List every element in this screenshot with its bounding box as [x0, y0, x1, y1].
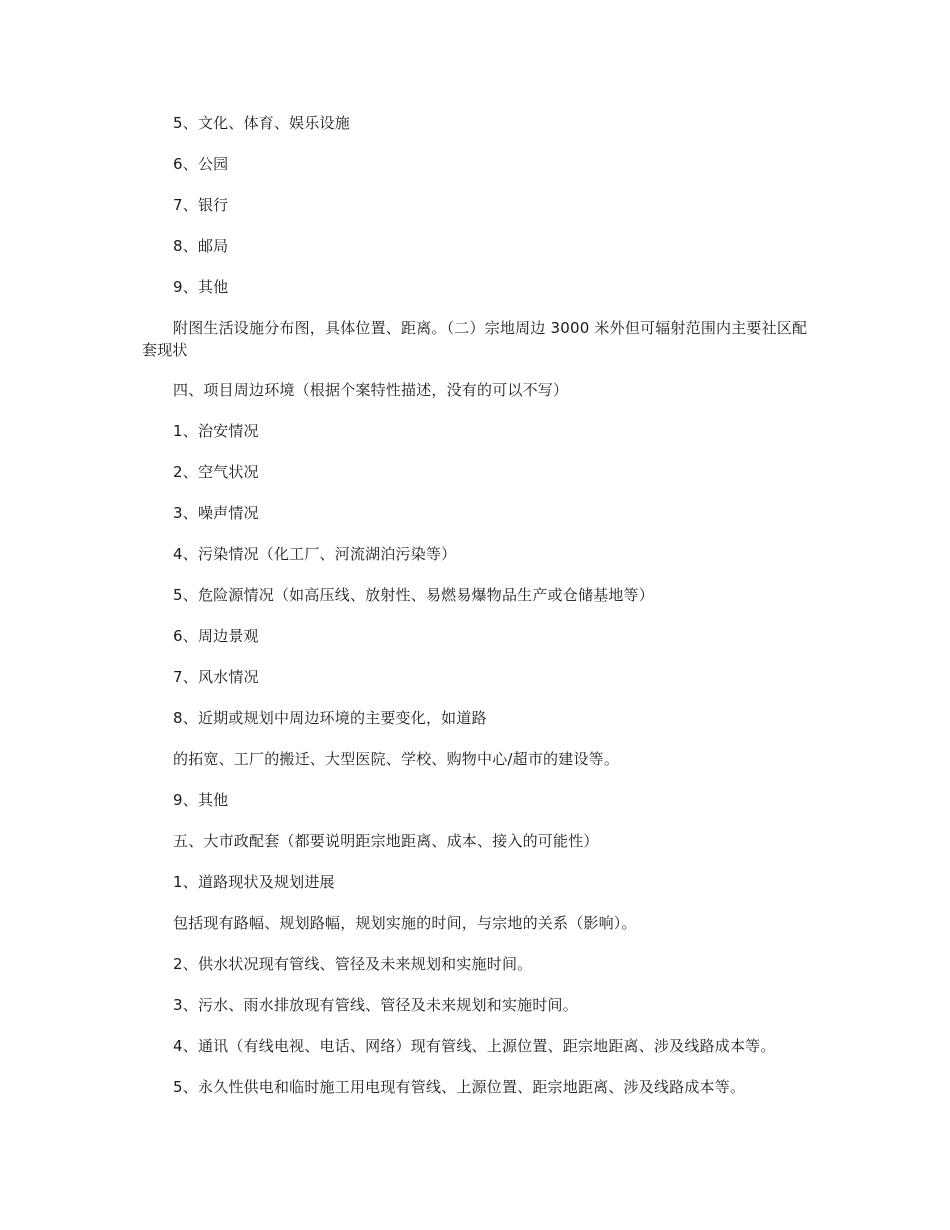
list-item-other-2: 9、其他 — [173, 791, 229, 809]
list-item-fengshui: 7、风水情况 — [173, 668, 259, 686]
list-item-security: 1、治安情况 — [173, 422, 259, 440]
list-item-power: 5、永久性供电和临时施工用电现有管线、上源位置、距宗地距离、涉及线路成本等。 — [173, 1078, 746, 1096]
section-heading-surroundings: 四、项目周边环境（根据个案特性描述，没有的可以不写） — [173, 381, 569, 399]
list-item-noise: 3、噪声情况 — [173, 504, 259, 522]
list-item-drainage: 3、污水、雨水排放现有管线、管径及未来规划和实施时间。 — [173, 996, 578, 1014]
section-heading-municipal: 五、大市政配套（都要说明距宗地距离、成本、接入的可能性） — [173, 832, 599, 850]
list-item-culture-facilities: 5、文化、体育、娱乐设施 — [173, 114, 350, 132]
list-item-hazards: 5、危险源情况（如高压线、放射性、易燃易爆物品生产或仓储基地等） — [173, 586, 654, 604]
list-item-landscape: 6、周边景观 — [173, 627, 259, 645]
list-item-other: 9、其他 — [173, 278, 229, 296]
list-item-park: 6、公园 — [173, 155, 229, 173]
list-item-changes: 8、近期或规划中周边环境的主要变化，如道路 — [173, 709, 487, 727]
list-item-pollution: 4、污染情况（化工厂、河流湖泊污染等） — [173, 545, 457, 563]
list-item-post-office: 8、邮局 — [173, 237, 229, 255]
list-item-changes-continued: 的拓宽、工厂的搬迁、大型医院、学校、购物中心/超市的建设等。 — [173, 750, 620, 768]
list-item-water-supply: 2、供水状况现有管线、管径及未来规划和实施时间。 — [173, 955, 533, 973]
paragraph-facility-map: 附图生活设施分布图，具体位置、距离。（二）宗地周边 3000 米外但可辐射范围内主要社区配套现状 — [142, 319, 808, 359]
paragraph-roads-detail: 包括现有路幅、规划路幅，规划实施的时间，与宗地的关系（影响）。 — [173, 914, 637, 932]
list-item-bank: 7、银行 — [173, 196, 229, 214]
list-item-telecom: 4、通讯（有线电视、电话、网络）现有管线、上源位置、距宗地距离、涉及线路成本等。 — [173, 1037, 776, 1055]
list-item-roads: 1、道路现状及规划进展 — [173, 873, 335, 891]
list-item-air: 2、空气状况 — [173, 463, 259, 481]
